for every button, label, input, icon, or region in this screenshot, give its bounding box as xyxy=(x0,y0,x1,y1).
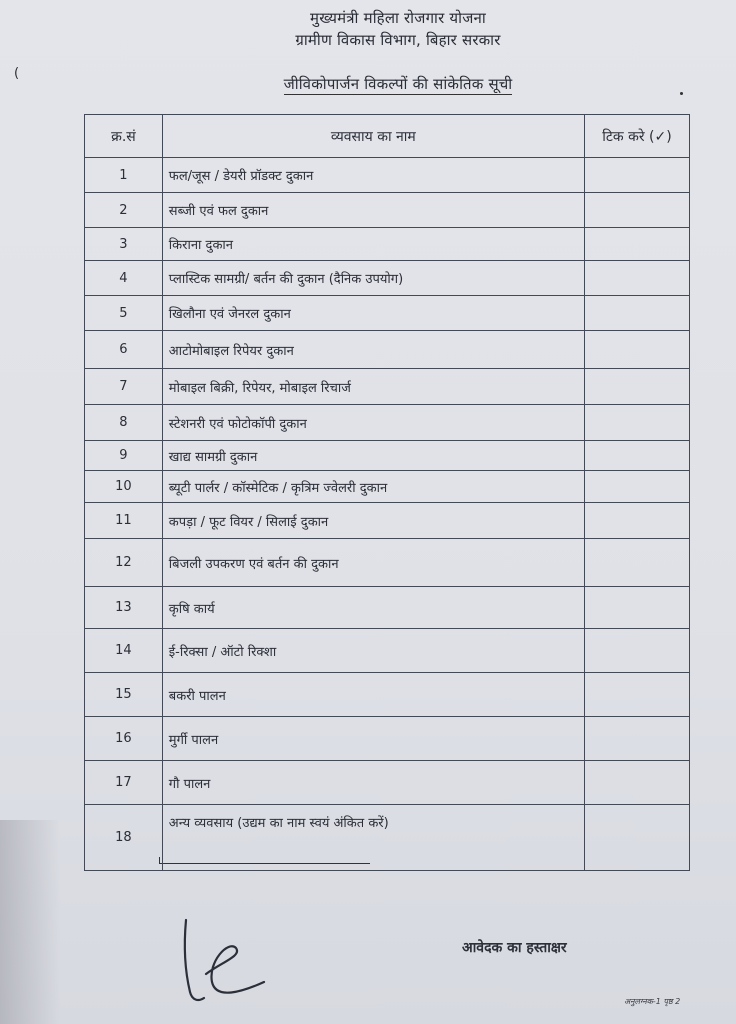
row-business-name: मुर्गी पालन xyxy=(162,717,584,761)
tick-checkbox-cell[interactable] xyxy=(584,228,689,261)
row-business-name: प्लास्टिक सामग्री/ बर्तन की दुकान (दैनिक उपयोग) xyxy=(162,261,584,296)
table-row xyxy=(85,805,690,871)
department-title: ग्रामीण विकास विभाग, बिहार सरकार xyxy=(295,31,501,49)
table-row xyxy=(85,228,690,261)
stray-mark: ( xyxy=(14,66,20,81)
tick-checkbox-cell[interactable] xyxy=(584,331,689,369)
row-business-name: कपड़ा / फूट वियर / सिलाई दुकान xyxy=(162,503,584,539)
header-business-name: व्यवसाय का नाम xyxy=(162,115,584,158)
tick-checkbox-cell[interactable] xyxy=(584,193,689,228)
write-in-blank[interactable] xyxy=(159,857,370,864)
tick-checkbox-cell[interactable] xyxy=(584,673,689,717)
page-footnote: अनुलग्नक-1 पृष्ठ 2 xyxy=(624,997,681,1006)
row-serial: 1 xyxy=(85,158,163,193)
tick-checkbox-cell[interactable] xyxy=(584,539,689,587)
tick-checkbox-cell[interactable] xyxy=(584,261,689,296)
table-row xyxy=(85,441,690,471)
table-row xyxy=(85,761,690,805)
table-row xyxy=(85,629,690,673)
row-business-name: ई-रिक्सा / ऑटो रिक्शा xyxy=(162,629,584,673)
row-business-name: खाद्य सामग्री दुकान xyxy=(162,441,584,471)
table-header-row xyxy=(85,115,690,158)
row-serial: 10 xyxy=(85,471,163,503)
header-serial: क्र.सं xyxy=(85,115,163,158)
row-serial: 11 xyxy=(85,503,163,539)
table-row xyxy=(85,369,690,405)
livelihood-options-table xyxy=(84,114,690,871)
row-serial: 13 xyxy=(85,587,163,629)
tick-checkbox-cell[interactable] xyxy=(584,503,689,539)
tick-checkbox-cell[interactable] xyxy=(584,441,689,471)
other-business-cell xyxy=(162,805,584,871)
row-serial: 7 xyxy=(85,369,163,405)
row-business-name: अन्य व्यवसाय (उद्यम का नाम स्वयं अंकित करें) xyxy=(168,816,389,831)
table-row xyxy=(85,587,690,629)
row-business-name: सब्जी एवं फल दुकान xyxy=(162,193,584,228)
table-row xyxy=(85,296,690,331)
row-serial: 12 xyxy=(85,539,163,587)
row-business-name: स्टेशनरी एवं फोटोकॉपी दुकान xyxy=(162,405,584,441)
row-serial: 16 xyxy=(85,717,163,761)
tick-checkbox-cell[interactable] xyxy=(584,369,689,405)
tick-checkbox-cell[interactable] xyxy=(584,296,689,331)
header-tick: टिक करे (✓) xyxy=(584,115,689,158)
applicant-signature-label: आवेदक का हस्ताक्षर xyxy=(462,940,567,956)
row-serial: 3 xyxy=(85,228,163,261)
row-serial: 6 xyxy=(85,331,163,369)
row-serial: 2 xyxy=(85,193,163,228)
stray-dot xyxy=(680,92,683,95)
row-serial: 9 xyxy=(85,441,163,471)
row-business-name: मोबाइल बिक्री, रिपेयर, मोबाइल रिचार्ज xyxy=(162,369,584,405)
table-row xyxy=(85,331,690,369)
table-row xyxy=(85,673,690,717)
row-serial: 17 xyxy=(85,761,163,805)
tick-checkbox-cell[interactable] xyxy=(584,471,689,503)
row-serial: 14 xyxy=(85,629,163,673)
table-row xyxy=(85,405,690,441)
row-serial: 8 xyxy=(85,405,163,441)
tick-checkbox-cell[interactable] xyxy=(584,629,689,673)
tick-checkbox-cell[interactable] xyxy=(584,717,689,761)
table-row xyxy=(85,717,690,761)
tick-checkbox-cell[interactable] xyxy=(584,587,689,629)
row-serial: 4 xyxy=(85,261,163,296)
page-shadow xyxy=(0,820,60,1024)
row-business-name: ब्यूटी पार्लर / कॉस्मेटिक / कृत्रिम ज्वेलरी दुकान xyxy=(162,471,584,503)
row-business-name: गौ पालन xyxy=(162,761,584,805)
row-business-name: कृषि कार्य xyxy=(162,587,584,629)
row-business-name: आटोमोबाइल रिपेयर दुकान xyxy=(162,331,584,369)
table-row xyxy=(85,539,690,587)
list-title xyxy=(30,74,736,94)
handwritten-signature xyxy=(172,912,282,1012)
list-title-text: जीविकोपार्जन विकल्पों की सांकेतिक सूची xyxy=(283,75,513,93)
table-row xyxy=(85,193,690,228)
tick-checkbox-cell[interactable] xyxy=(584,805,689,871)
tick-checkbox-cell[interactable] xyxy=(584,405,689,441)
row-serial: 15 xyxy=(85,673,163,717)
row-business-name: किराना दुकान xyxy=(162,228,584,261)
row-business-name: बिजली उपकरण एवं बर्तन की दुकान xyxy=(162,539,584,587)
table-row xyxy=(85,158,690,193)
row-serial: 18 xyxy=(85,805,163,871)
scheme-title: मुख्यमंत्री महिला रोजगार योजना xyxy=(310,9,486,27)
row-business-name: बकरी पालन xyxy=(162,673,584,717)
tick-checkbox-cell[interactable] xyxy=(584,158,689,193)
table-row xyxy=(85,261,690,296)
tick-checkbox-cell[interactable] xyxy=(584,761,689,805)
row-business-name: खिलौना एवं जेनरल दुकान xyxy=(162,296,584,331)
table-row xyxy=(85,471,690,503)
table-row xyxy=(85,503,690,539)
row-serial: 5 xyxy=(85,296,163,331)
row-business-name: फल/जूस / डेयरी प्रॉडक्ट दुकान xyxy=(162,158,584,193)
